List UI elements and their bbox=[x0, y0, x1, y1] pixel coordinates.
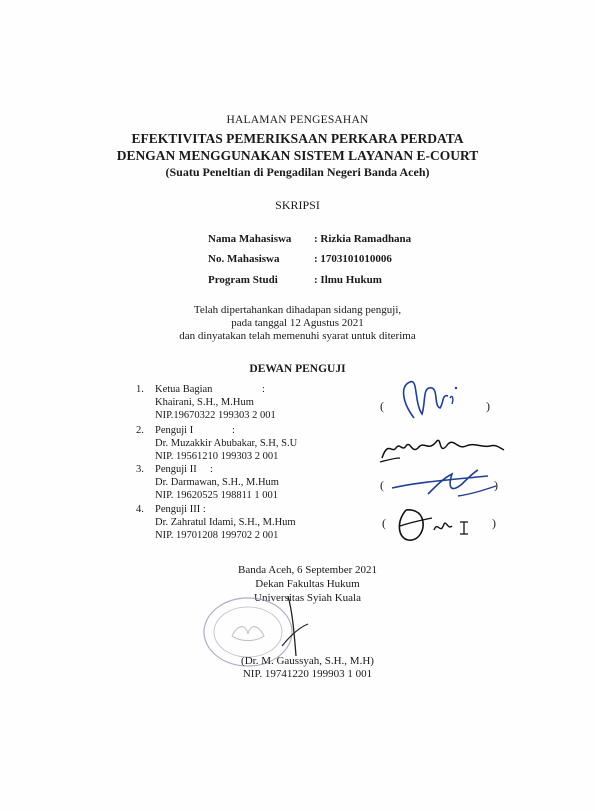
statement-line-3: dan dinyatakan telah memenuhi syarat untuk diterima bbox=[179, 330, 416, 342]
statement-line-2: pada tanggal 12 Agustus 2021 bbox=[231, 317, 364, 329]
examiner-1-role: Ketua Bagian bbox=[155, 384, 213, 395]
signature-3-close-paren: ) bbox=[494, 478, 498, 492]
study-program-label: Program Studi bbox=[208, 274, 278, 286]
examiner-2-colon: : bbox=[232, 425, 235, 436]
examiner-2-nip: NIP. 19561210 199303 2 001 bbox=[155, 451, 279, 462]
examiner-2-number: 2. bbox=[136, 425, 144, 436]
examiner-3-name: Dr. Darmawan, S.H., M.Hum bbox=[155, 477, 279, 488]
examiner-4-role: Penguji III : bbox=[155, 504, 206, 515]
examiner-1-number: 1. bbox=[136, 384, 144, 395]
examiner-4-name: Dr. Zahratul Idami, S.H., M.Hum bbox=[155, 517, 296, 528]
examiner-3-colon: : bbox=[210, 464, 213, 475]
signature-1-close-paren: ) bbox=[486, 399, 490, 413]
page-header: HALAMAN PENGESAHAN bbox=[226, 114, 369, 126]
document-type: SKRIPSI bbox=[275, 198, 320, 212]
student-name-label: Nama Mahasiswa bbox=[208, 233, 292, 245]
examiner-4-number: 4. bbox=[136, 504, 144, 515]
study-program-value: : Ilmu Hukum bbox=[314, 274, 382, 286]
examiner-3-nip: NIP. 19620525 198811 1 001 bbox=[155, 490, 278, 501]
examiner-1-colon: : bbox=[262, 384, 265, 395]
examiner-2-name: Dr. Muzakkir Abubakar, S.H, S.U bbox=[155, 438, 298, 449]
examiner-1-nip: NIP.19670322 199303 2 001 bbox=[155, 410, 276, 421]
signature-3-open-paren: ( bbox=[380, 478, 384, 492]
thesis-title-line-2: DENGAN MENGGUNAKAN SISTEM LAYANAN E-COURT bbox=[116, 148, 479, 163]
dean-name: (Dr. M. Gaussyah, S.H., M.H) bbox=[241, 655, 374, 667]
examiner-4-nip: NIP. 19701208 199702 2 001 bbox=[155, 530, 279, 541]
board-title: DEWAN PENGUJI bbox=[249, 363, 346, 375]
examiner-3-role: Penguji II bbox=[155, 464, 197, 475]
signature-4-open-paren: ( bbox=[382, 516, 386, 530]
thesis-title-line-1: EFEKTIVITAS PEMERIKSAAN PERKARA PERDATA bbox=[131, 131, 464, 146]
student-number-label: No. Mahasiswa bbox=[208, 253, 280, 265]
examiner-3-number: 3. bbox=[136, 464, 144, 475]
approval-institution: Universitas Syiah Kuala bbox=[254, 592, 361, 604]
student-number-value: : 1703101010006 bbox=[314, 253, 392, 265]
examiner-1-signature bbox=[392, 372, 472, 422]
statement-line-1: Telah dipertahankan dihadapan sidang penguji, bbox=[193, 304, 402, 316]
signature-1-open-paren: ( bbox=[380, 399, 384, 413]
student-name-value: : Rizkia Ramadhana bbox=[314, 233, 412, 245]
examiner-2-role: Penguji I bbox=[155, 425, 194, 436]
signature-4-close-paren: ) bbox=[492, 516, 496, 530]
approval-position: Dekan Fakultas Hukum bbox=[255, 578, 360, 590]
thesis-subtitle: (Suatu Peneltian di Pengadilan Negeri Banda Aceh) bbox=[165, 165, 430, 179]
approval-place-date: Banda Aceh, 6 September 2021 bbox=[238, 564, 377, 576]
examiner-1-name: Khairani, S.H., M.Hum bbox=[155, 397, 254, 408]
dean-nip: NIP. 19741220 199903 1 001 bbox=[242, 668, 373, 680]
examiner-3-signature bbox=[388, 464, 508, 504]
examiner-2-signature bbox=[378, 428, 508, 468]
examiner-4-signature bbox=[392, 500, 482, 550]
